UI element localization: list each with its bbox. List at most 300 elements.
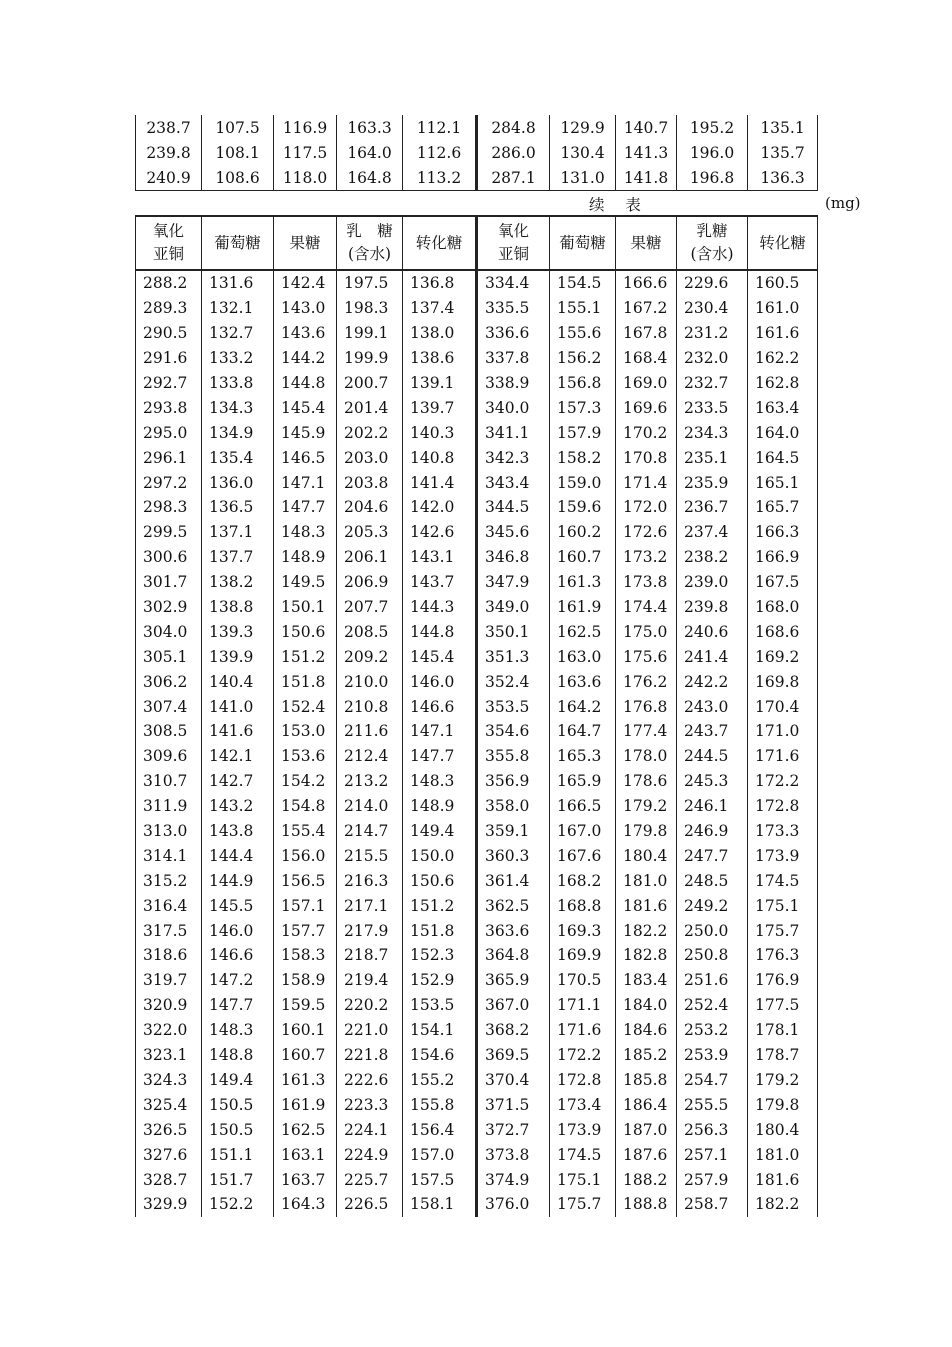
table-cell: 162.5 [550, 619, 616, 644]
table-cell: 322.0 [136, 1018, 202, 1043]
table-cell: 284.8 [477, 115, 550, 140]
table-cell: 258.7 [677, 1192, 748, 1217]
table-cell: 156.0 [274, 843, 337, 868]
table-cell: 146.6 [202, 943, 274, 968]
table-cell: 243.0 [677, 694, 748, 719]
table-cell: 247.7 [677, 843, 748, 868]
table-cell: 232.7 [677, 371, 748, 396]
table-cell: 301.7 [136, 570, 202, 595]
table-cell: 158.9 [274, 968, 337, 993]
table-cell: 143.1 [403, 545, 477, 570]
table-cell: 156.5 [274, 868, 337, 893]
table-cell: 374.9 [477, 1167, 550, 1192]
table-cell: 166.9 [748, 545, 818, 570]
table-cell: 180.4 [748, 1117, 818, 1142]
table-cell: 149.4 [403, 819, 477, 844]
table-cell: 206.9 [337, 570, 403, 595]
table-cell: 147.7 [274, 495, 337, 520]
table-cell: 313.0 [136, 819, 202, 844]
column-header [337, 216, 403, 270]
table-cell: 241.4 [677, 644, 748, 669]
table-cell: 370.4 [477, 1068, 550, 1093]
table-cell: 205.3 [337, 520, 403, 545]
table-cell: 170.8 [616, 445, 677, 470]
table-cell: 172.2 [550, 1043, 616, 1068]
table-row [136, 1092, 818, 1117]
table-cell: 236.7 [677, 495, 748, 520]
table-cell: 242.2 [677, 669, 748, 694]
table-cell: 171.6 [748, 744, 818, 769]
table-cell: 151.2 [403, 893, 477, 918]
table-cell: 135.1 [748, 115, 818, 140]
table-cell: 335.5 [477, 296, 550, 321]
table-cell: 295.0 [136, 420, 202, 445]
table-cell: 343.4 [477, 470, 550, 495]
table-cell: 299.5 [136, 520, 202, 545]
column-header [616, 216, 677, 270]
table-cell: 179.2 [616, 794, 677, 819]
table-row [136, 296, 818, 321]
table-cell: 187.6 [616, 1142, 677, 1167]
column-header-line: (含水) [690, 245, 734, 263]
table-cell: 148.9 [403, 794, 477, 819]
table-cell: 113.2 [403, 165, 477, 191]
table-cell: 239.8 [136, 140, 202, 165]
table-cell: 157.7 [274, 918, 337, 943]
table-cell: 298.3 [136, 495, 202, 520]
table-cell: 238.7 [136, 115, 202, 140]
table-cell: 141.4 [403, 470, 477, 495]
table-cell: 133.2 [202, 346, 274, 371]
table-cell: 156.4 [403, 1117, 477, 1142]
table-row [136, 395, 818, 420]
table-cell: 143.6 [274, 321, 337, 346]
table-cell: 334.4 [477, 270, 550, 296]
table-row [136, 744, 818, 769]
table-cell: 150.6 [274, 619, 337, 644]
table-cell: 143.0 [274, 296, 337, 321]
table-cell: 147.1 [403, 719, 477, 744]
table-cell: 173.9 [550, 1117, 616, 1142]
table-cell: 307.4 [136, 694, 202, 719]
table-cell: 221.0 [337, 1018, 403, 1043]
table-cell: 157.9 [550, 420, 616, 445]
table-cell: 164.7 [550, 719, 616, 744]
table-cell: 160.1 [274, 1018, 337, 1043]
table-cell: 173.9 [748, 843, 818, 868]
table-cell: 170.2 [616, 420, 677, 445]
table-cell: 235.9 [677, 470, 748, 495]
continued-rows-body [136, 115, 818, 191]
table-cell: 327.6 [136, 1142, 202, 1167]
column-header [403, 216, 477, 270]
table-cell: 199.1 [337, 321, 403, 346]
table-cell: 230.4 [677, 296, 748, 321]
table-cell: 239.8 [677, 595, 748, 620]
table-cell: 148.3 [202, 1018, 274, 1043]
sugar-conversion-table [135, 215, 818, 1217]
table-cell: 159.5 [274, 993, 337, 1018]
table-cell: 116.9 [274, 115, 337, 140]
table-cell: 154.8 [274, 794, 337, 819]
header-row [136, 216, 818, 270]
table-cell: 363.6 [477, 918, 550, 943]
table-cell: 208.5 [337, 619, 403, 644]
table-cell: 233.5 [677, 395, 748, 420]
table-cell: 319.7 [136, 968, 202, 993]
table-cell: 130.4 [550, 140, 616, 165]
table-cell: 153.5 [403, 993, 477, 1018]
table-cell: 245.3 [677, 769, 748, 794]
table-cell: 360.3 [477, 843, 550, 868]
table-cell: 206.1 [337, 545, 403, 570]
table-cell: 232.0 [677, 346, 748, 371]
table-cell: 117.5 [274, 140, 337, 165]
table-cell: 169.2 [748, 644, 818, 669]
table-cell: 149.4 [202, 1068, 274, 1093]
table-cell: 138.2 [202, 570, 274, 595]
table-cell: 152.9 [403, 968, 477, 993]
column-header [677, 216, 748, 270]
table-cell: 166.6 [616, 270, 677, 296]
table-cell: 210.0 [337, 669, 403, 694]
table-cell: 328.7 [136, 1167, 202, 1192]
table-cell: 286.0 [477, 140, 550, 165]
table-cell: 203.0 [337, 445, 403, 470]
table-cell: 211.6 [337, 719, 403, 744]
table-cell: 143.7 [403, 570, 477, 595]
table-cell: 159.0 [550, 470, 616, 495]
table-cell: 146.0 [403, 669, 477, 694]
table-cell: 248.5 [677, 868, 748, 893]
table-cell: 168.0 [748, 595, 818, 620]
table-cell: 368.2 [477, 1018, 550, 1043]
table-cell: 223.3 [337, 1092, 403, 1117]
table-cell: 207.7 [337, 595, 403, 620]
table-row [136, 321, 818, 346]
table-cell: 171.0 [748, 719, 818, 744]
table-cell: 173.4 [550, 1092, 616, 1117]
caption-unit: (mg) [825, 194, 861, 212]
table-cell: 311.9 [136, 794, 202, 819]
table-cell: 256.3 [677, 1117, 748, 1142]
table-cell: 250.0 [677, 918, 748, 943]
table-cell: 239.0 [677, 570, 748, 595]
table-cell: 169.9 [550, 943, 616, 968]
table-cell: 305.1 [136, 644, 202, 669]
table-cell: 163.3 [337, 115, 403, 140]
table-cell: 152.3 [403, 943, 477, 968]
table-cell: 170.5 [550, 968, 616, 993]
table-cell: 145.9 [274, 420, 337, 445]
table-cell: 163.7 [274, 1167, 337, 1192]
table-cell: 148.3 [403, 769, 477, 794]
table-cell: 342.3 [477, 445, 550, 470]
table-cell: 288.2 [136, 270, 202, 296]
table-row [136, 165, 818, 191]
table-cell: 173.2 [616, 545, 677, 570]
table-cell: 140.4 [202, 669, 274, 694]
table-cell: 356.9 [477, 769, 550, 794]
table-cell: 308.5 [136, 719, 202, 744]
table-row [136, 371, 818, 396]
table-cell: 166.5 [550, 794, 616, 819]
column-header-line: 果糖 [289, 233, 321, 252]
table-cell: 163.4 [748, 395, 818, 420]
table-cell: 167.8 [616, 321, 677, 346]
table-cell: 324.3 [136, 1068, 202, 1093]
table-cell: 167.5 [748, 570, 818, 595]
table-cell: 347.9 [477, 570, 550, 595]
table-cell: 161.3 [274, 1068, 337, 1093]
table-row [136, 918, 818, 943]
table-cell: 151.2 [274, 644, 337, 669]
table-cell: 138.6 [403, 346, 477, 371]
table-row [136, 993, 818, 1018]
table-cell: 170.4 [748, 694, 818, 719]
table-cell: 143.8 [202, 819, 274, 844]
continued-rows-table [135, 115, 818, 191]
table-cell: 171.1 [550, 993, 616, 1018]
table-cell: 137.7 [202, 545, 274, 570]
table-cell: 164.2 [550, 694, 616, 719]
table-cell: 222.6 [337, 1068, 403, 1093]
table-cell: 174.5 [748, 868, 818, 893]
column-header [477, 216, 550, 270]
table-cell: 219.4 [337, 968, 403, 993]
table-cell: 376.0 [477, 1192, 550, 1217]
table-cell: 181.6 [748, 1167, 818, 1192]
table-cell: 173.8 [616, 570, 677, 595]
table-cell: 146.6 [403, 694, 477, 719]
table-cell: 240.9 [136, 165, 202, 191]
table-cell: 168.8 [550, 893, 616, 918]
table-row [136, 1117, 818, 1142]
table-cell: 202.2 [337, 420, 403, 445]
table-cell: 254.7 [677, 1068, 748, 1093]
table-cell: 153.0 [274, 719, 337, 744]
table-cell: 163.6 [550, 669, 616, 694]
table-cell: 371.5 [477, 1092, 550, 1117]
table-row [136, 893, 818, 918]
column-header-line: 葡萄糖 [214, 233, 261, 252]
table-row [136, 669, 818, 694]
table-cell: 257.9 [677, 1167, 748, 1192]
column-header [748, 216, 818, 270]
table-cell: 150.5 [202, 1092, 274, 1117]
table-cell: 210.8 [337, 694, 403, 719]
table-cell: 149.5 [274, 570, 337, 595]
table-cell: 329.9 [136, 1192, 202, 1217]
table-cell: 176.9 [748, 968, 818, 993]
table-cell: 316.4 [136, 893, 202, 918]
table-cell: 163.0 [550, 644, 616, 669]
table-cell: 179.2 [748, 1068, 818, 1093]
table-cell: 141.0 [202, 694, 274, 719]
table-cell: 136.3 [748, 165, 818, 191]
table-cell: 186.4 [616, 1092, 677, 1117]
table-cell: 246.9 [677, 819, 748, 844]
table-cell: 251.6 [677, 968, 748, 993]
table-cell: 310.7 [136, 769, 202, 794]
table-cell: 341.1 [477, 420, 550, 445]
table-cell: 162.5 [274, 1117, 337, 1142]
table-cell: 214.7 [337, 819, 403, 844]
table-row [136, 445, 818, 470]
table-cell: 172.6 [616, 520, 677, 545]
table-row [136, 644, 818, 669]
table-cell: 354.6 [477, 719, 550, 744]
table-cell: 180.4 [616, 843, 677, 868]
table-cell: 176.3 [748, 943, 818, 968]
table-cell: 144.9 [202, 868, 274, 893]
table-cell: 158.2 [550, 445, 616, 470]
table-cell: 144.2 [274, 346, 337, 371]
table-cell: 134.3 [202, 395, 274, 420]
table-cell: 217.9 [337, 918, 403, 943]
table-cell: 293.8 [136, 395, 202, 420]
table-cell: 235.1 [677, 445, 748, 470]
table-cell: 174.4 [616, 595, 677, 620]
table-cell: 345.6 [477, 520, 550, 545]
table-cell: 188.2 [616, 1167, 677, 1192]
table-cell: 216.3 [337, 868, 403, 893]
table-cell: 367.0 [477, 993, 550, 1018]
table-cell: 184.0 [616, 993, 677, 1018]
table-row [136, 115, 818, 140]
table-row [136, 769, 818, 794]
table-cell: 224.1 [337, 1117, 403, 1142]
table-row [136, 1018, 818, 1043]
table-cell: 133.8 [202, 371, 274, 396]
table-row [136, 619, 818, 644]
table-cell: 320.9 [136, 993, 202, 1018]
table-cell: 145.5 [202, 893, 274, 918]
table-cell: 161.9 [550, 595, 616, 620]
table-cell: 249.2 [677, 893, 748, 918]
table-cell: 177.5 [748, 993, 818, 1018]
table-cell: 315.2 [136, 868, 202, 893]
table-cell: 154.5 [550, 270, 616, 296]
table-cell: 165.7 [748, 495, 818, 520]
table-cell: 160.2 [550, 520, 616, 545]
table-cell: 147.1 [274, 470, 337, 495]
table-cell: 152.4 [274, 694, 337, 719]
table-cell: 155.4 [274, 819, 337, 844]
table-cell: 365.9 [477, 968, 550, 993]
table-cell: 144.8 [274, 371, 337, 396]
table-cell: 139.7 [403, 395, 477, 420]
table-cell: 297.2 [136, 470, 202, 495]
table-cell: 175.1 [748, 893, 818, 918]
table-cell: 140.7 [616, 115, 677, 140]
table-caption [135, 192, 861, 214]
table-cell: 175.6 [616, 644, 677, 669]
table-cell: 252.4 [677, 993, 748, 1018]
table-cell: 179.8 [748, 1092, 818, 1117]
table-cell: 201.4 [337, 395, 403, 420]
table-cell: 151.8 [274, 669, 337, 694]
table-cell: 200.7 [337, 371, 403, 396]
table-cell: 296.1 [136, 445, 202, 470]
column-header-line: 氧化 [497, 222, 529, 240]
table-row [136, 520, 818, 545]
table-cell: 135.7 [748, 140, 818, 165]
table-cell: 175.7 [748, 918, 818, 943]
table-cell: 181.0 [748, 1142, 818, 1167]
table-cell: 183.4 [616, 968, 677, 993]
table-cell: 146.5 [274, 445, 337, 470]
table-cell: 253.9 [677, 1043, 748, 1068]
table-cell: 141.8 [616, 165, 677, 191]
table-cell: 171.4 [616, 470, 677, 495]
table-cell: 224.9 [337, 1142, 403, 1167]
table-cell: 141.3 [616, 140, 677, 165]
table-cell: 162.2 [748, 346, 818, 371]
table-cell: 161.0 [748, 296, 818, 321]
table-cell: 198.3 [337, 296, 403, 321]
table-cell: 148.9 [274, 545, 337, 570]
table-cell: 144.4 [202, 843, 274, 868]
column-header-line: 转化糖 [415, 233, 463, 252]
table-cell: 137.1 [202, 520, 274, 545]
table-row [136, 943, 818, 968]
column-header-line: 亚铜 [497, 245, 529, 263]
table-cell: 355.8 [477, 744, 550, 769]
column-header-line: 转化糖 [759, 233, 806, 252]
table-cell: 178.7 [748, 1043, 818, 1068]
table-cell: 185.8 [616, 1068, 677, 1093]
table-cell: 142.7 [202, 769, 274, 794]
table-cell: 350.1 [477, 619, 550, 644]
column-header-line: 乳 糖 [346, 222, 393, 240]
table-cell: 108.6 [202, 165, 274, 191]
table-row [136, 570, 818, 595]
caption-title: 续 表 [589, 196, 649, 214]
table-cell: 163.1 [274, 1142, 337, 1167]
table-cell: 300.6 [136, 545, 202, 570]
table-cell: 214.0 [337, 794, 403, 819]
table-cell: 290.5 [136, 321, 202, 346]
table-cell: 155.6 [550, 321, 616, 346]
table-cell: 148.8 [202, 1043, 274, 1068]
table-cell: 171.6 [550, 1018, 616, 1043]
table-cell: 195.2 [677, 115, 748, 140]
table-cell: 182.2 [616, 918, 677, 943]
table-cell: 197.5 [337, 270, 403, 296]
table-cell: 138.8 [202, 595, 274, 620]
column-header [136, 216, 202, 270]
table-cell: 148.3 [274, 520, 337, 545]
table-row [136, 819, 818, 844]
table-cell: 153.6 [274, 744, 337, 769]
table-cell: 221.8 [337, 1043, 403, 1068]
table-cell: 257.1 [677, 1142, 748, 1167]
table-cell: 155.1 [550, 296, 616, 321]
table-cell: 172.8 [748, 794, 818, 819]
table-cell: 185.2 [616, 1043, 677, 1068]
table-cell: 145.4 [274, 395, 337, 420]
table-cell: 250.8 [677, 943, 748, 968]
table-row [136, 470, 818, 495]
table-row [136, 545, 818, 570]
table-cell: 137.4 [403, 296, 477, 321]
table-cell: 173.3 [748, 819, 818, 844]
table-cell: 174.5 [550, 1142, 616, 1167]
table-cell: 160.7 [550, 545, 616, 570]
table-cell: 157.3 [550, 395, 616, 420]
table-cell: 157.1 [274, 893, 337, 918]
